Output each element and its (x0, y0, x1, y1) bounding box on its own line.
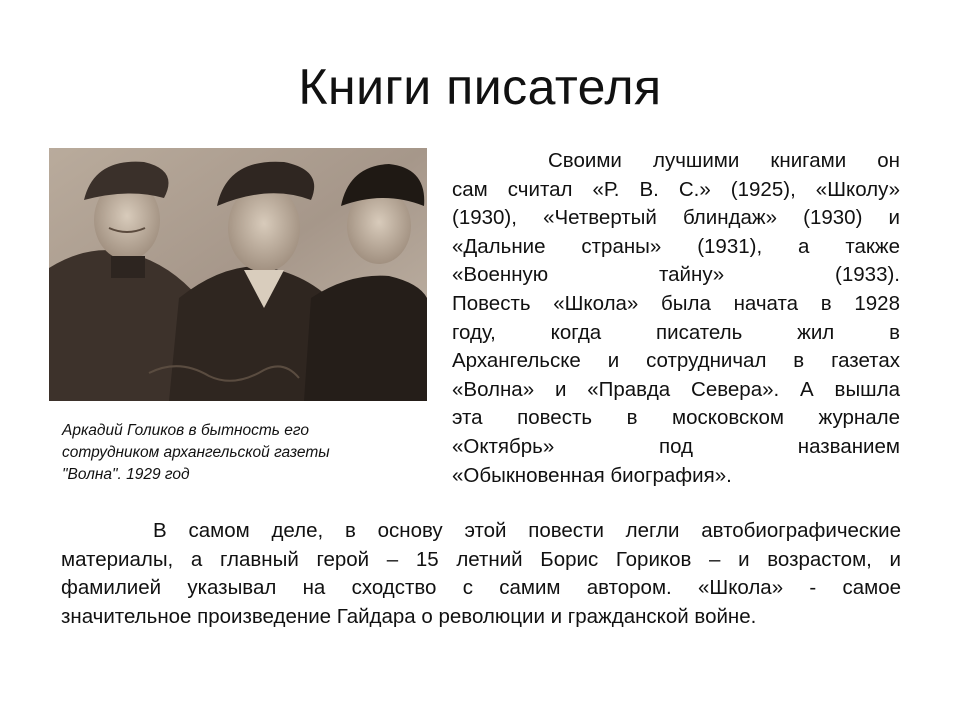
paragraph-line: году, когда писатель жил в (452, 320, 900, 344)
paragraph-line: «Военную тайну» (1933). (452, 263, 900, 287)
paragraph-line: «Дальние страны» (1931), а также (452, 234, 900, 258)
caption-line: "Волна". 1929 год (62, 466, 190, 483)
caption-line: Аркадий Голиков в бытность его (62, 422, 309, 439)
paragraph-line: эта повесть в московском журнале (452, 406, 900, 430)
paragraph-line: Своими лучшими книгами он (548, 149, 900, 172)
bottom-paragraph (61, 517, 901, 631)
right-paragraph (452, 147, 900, 490)
paragraph-line: материалы, а главный герой – 15 летний Борис Гориков – и возрастом, и (61, 547, 901, 571)
paragraph-line: В самом деле, в основу этой повести легли автобиографические (153, 519, 901, 542)
caption-line: сотрудником архангельской газеты (62, 444, 330, 461)
portrait-photo-image (49, 148, 427, 401)
paragraph-line: фамилией указывал на сходство с самим автором. «Школа» - самое (61, 576, 901, 600)
paragraph-line: (1930), «Четвертый блиндаж» (1930) и (452, 206, 900, 230)
paragraph-line: «Волна» и «Правда Севера». А вышла (452, 377, 900, 401)
portrait-photo (49, 148, 427, 401)
paragraph-line: «Октябрь» под названием (452, 434, 900, 458)
slide-title: Книги писателя (298, 59, 662, 115)
paragraph-line: значительное произведение Гайдара о революции и гражданской войне. (61, 604, 757, 628)
paragraph-line: сам считал «Р. В. С.» (1925), «Школу» (452, 177, 900, 201)
paragraph-line: Архангельске и сотрудничал в газетах (452, 349, 900, 373)
paragraph-line: «Обыкновенная биография». (452, 463, 732, 487)
paragraph-line: Повесть «Школа» была начата в 1928 (452, 291, 900, 315)
photo-caption (62, 420, 422, 486)
